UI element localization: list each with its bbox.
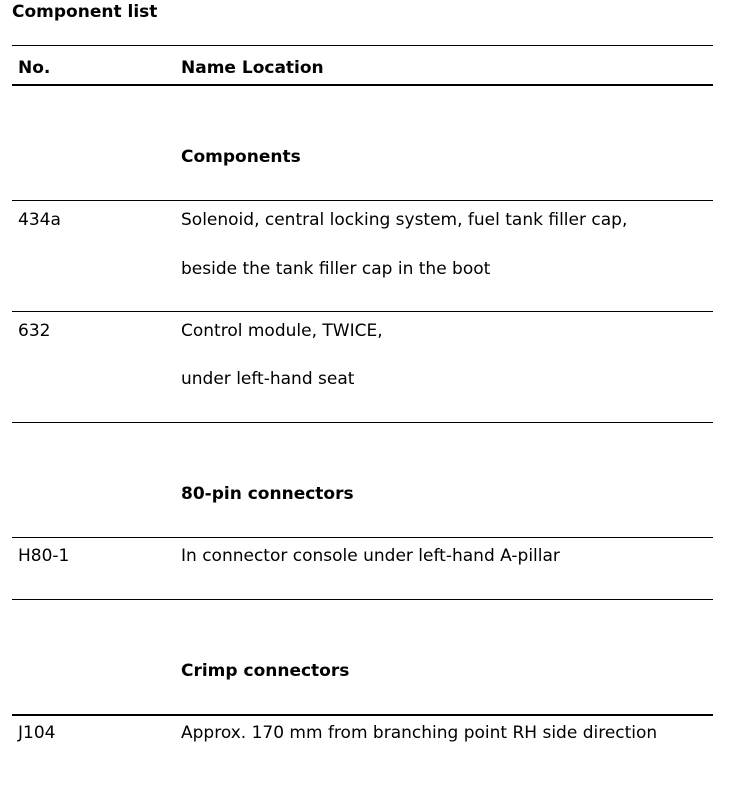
header-name-location: Name Location <box>181 58 324 78</box>
header-no: No. <box>18 58 51 78</box>
row-number: H80-1 <box>18 546 70 566</box>
section-heading-crimp-connectors: Crimp connectors <box>181 661 350 681</box>
row-location: under left-hand seat <box>181 369 355 389</box>
row-rule <box>12 200 713 201</box>
page-title: Component list <box>12 2 158 22</box>
header-top-rule <box>12 45 713 46</box>
section-heading-80-pin-connectors: 80-pin connectors <box>181 484 354 504</box>
row-number: 434a <box>18 210 61 230</box>
row-name: Solenoid, central locking system, fuel tank filler cap, <box>181 210 628 230</box>
row-number: J104 <box>18 723 56 743</box>
row-rule <box>12 537 713 538</box>
header-bottom-rule <box>12 84 713 86</box>
row-rule <box>12 311 713 312</box>
section-heading-components: Components <box>181 147 301 167</box>
row-name: Control module, TWICE, <box>181 321 383 341</box>
row-number: 632 <box>18 321 51 341</box>
row-name: In connector console under left-hand A-pillar <box>181 546 560 566</box>
row-location: beside the tank filler cap in the boot <box>181 259 491 279</box>
row-rule <box>12 422 713 423</box>
row-rule <box>12 599 713 600</box>
row-rule <box>12 714 713 716</box>
row-name: Approx. 170 mm from branching point RH side direction <box>181 723 658 743</box>
